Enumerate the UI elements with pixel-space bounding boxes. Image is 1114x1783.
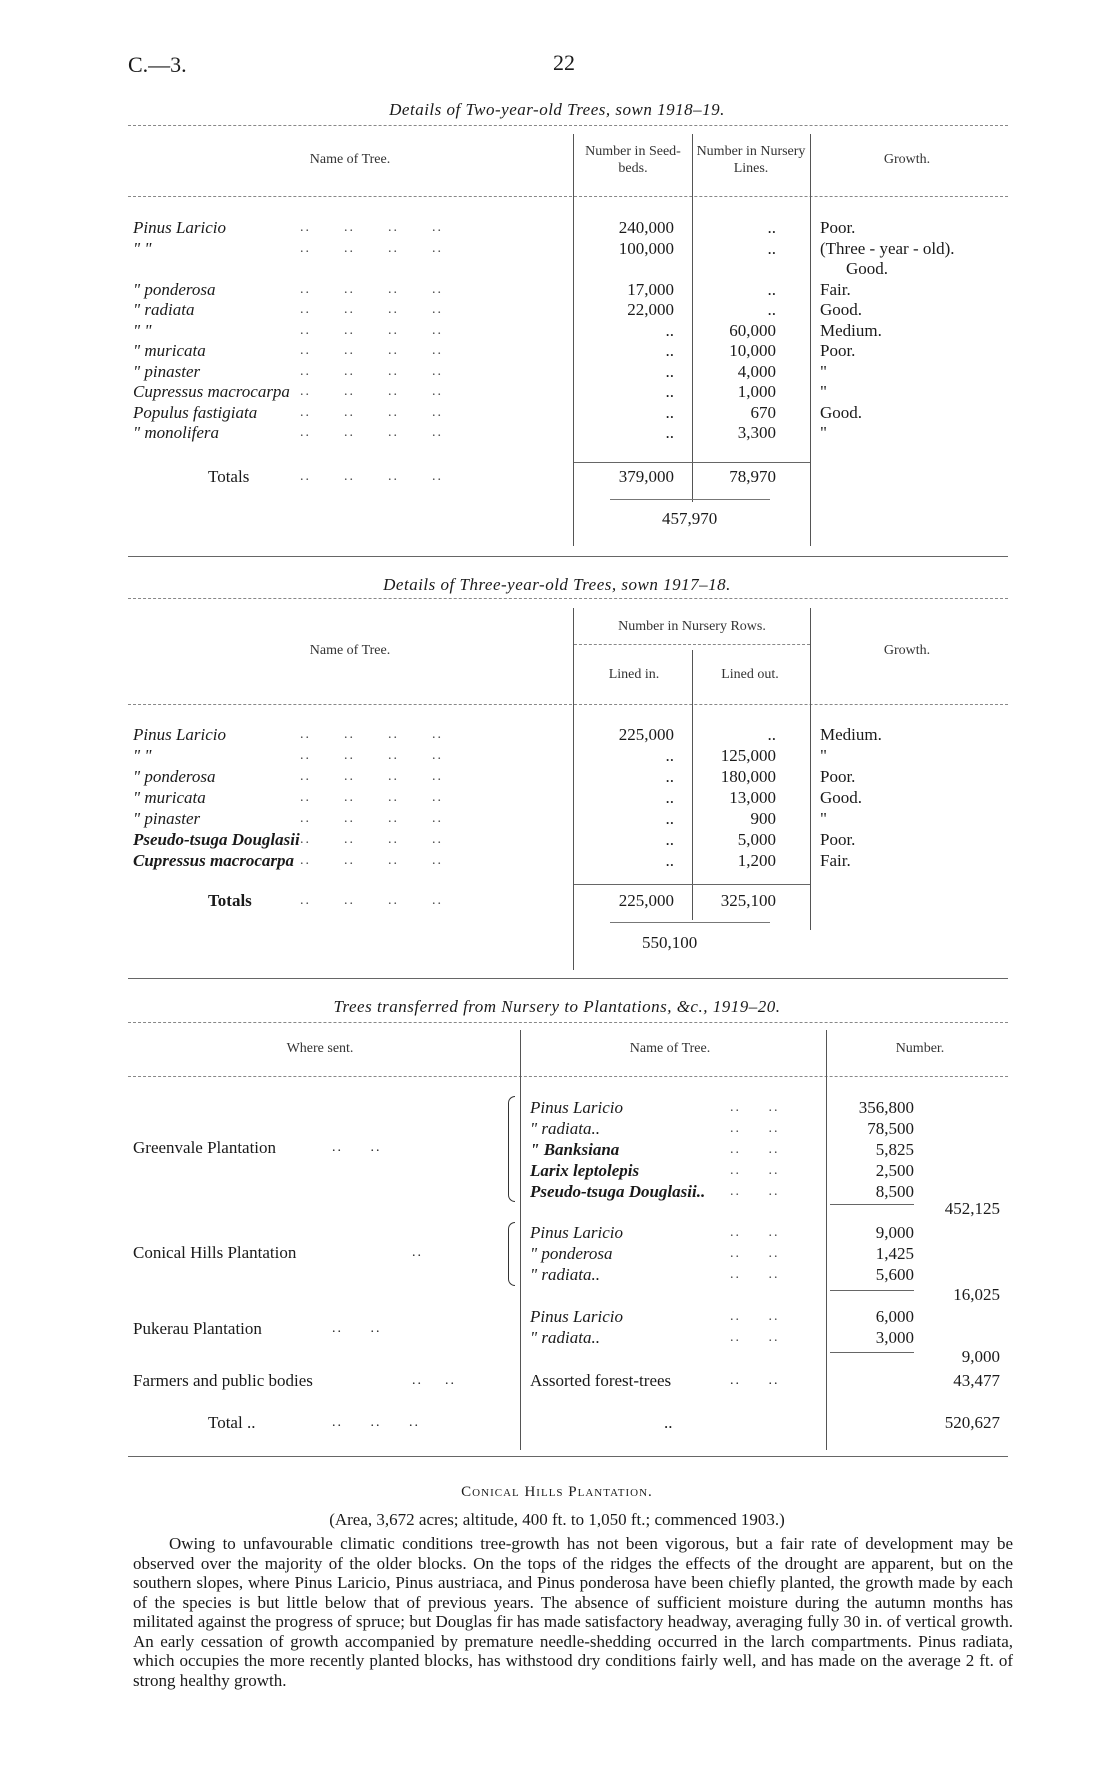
subtotal-conical-hills: 16,025 (953, 1285, 1000, 1304)
table-row (0, 361, 1114, 382)
lined-out-value: 5,000 (737, 830, 776, 849)
page-number: 22 (553, 50, 575, 75)
col-header-seed-beds: Number in Seed-beds. (585, 144, 681, 176)
leader-dots: .. .. (332, 1321, 382, 1336)
nursery-lines-value: 60,000 (729, 320, 776, 340)
table-row (0, 829, 1114, 850)
total-lined-out: 325,100 (720, 891, 776, 910)
report-code: C.—3. (128, 52, 187, 77)
growth-value: Poor. (820, 341, 856, 360)
number-value: 9,000 (875, 1223, 914, 1242)
leader-dots: .. .. .. .. (300, 853, 443, 868)
leader-dots: .. .. (730, 1121, 780, 1136)
total-nursery-lines: 78,970 (729, 467, 776, 486)
total-lined-in: 225,000 (618, 891, 674, 910)
growth-value: Medium. (820, 725, 882, 744)
table-row (0, 724, 1114, 745)
table-row (0, 1118, 1114, 1139)
table-row (0, 381, 1114, 402)
lined-in-value: .. (665, 788, 674, 807)
leader-dots: .. .. .. .. (300, 769, 443, 784)
table-row (0, 1327, 1114, 1348)
col-header-growth: Growth. (883, 152, 931, 167)
table-row (0, 320, 1114, 341)
lined-out-value: 125,000 (720, 746, 776, 765)
totals-label: Totals (208, 891, 252, 910)
lined-in-value: .. (665, 767, 674, 786)
nursery-lines-value: .. (767, 238, 776, 258)
tree-name: " radiata.. (530, 1119, 600, 1138)
leader-dots: .. .. .. .. (300, 302, 443, 317)
leader-dots: .. .. (730, 1330, 780, 1345)
table-row (0, 1097, 1114, 1118)
table-row (0, 238, 1114, 259)
leader-dots: .. .. (730, 1225, 780, 1240)
grand-total: 520,627 (944, 1413, 1000, 1432)
leader-dots: .. .. .. .. (300, 322, 443, 338)
tree-name: " " (133, 320, 152, 340)
tree-name: Larix leptolepis (530, 1161, 640, 1180)
totals-rule (574, 884, 810, 885)
table-row (0, 1264, 1114, 1285)
leader-dots: .. .. .. (332, 1415, 420, 1430)
header-rule (128, 1076, 1008, 1077)
nursery-lines-value: 4,000 (737, 361, 776, 381)
tree-name: Pinus Laricio (530, 1098, 624, 1117)
lined-in-value: 225,000 (618, 725, 674, 744)
nursery-lines-value: .. (767, 218, 776, 237)
growth-value: " (820, 746, 827, 765)
total-seed-beds: 379,000 (618, 467, 674, 486)
table-row (0, 422, 1114, 443)
col-header-nursery-rows: Number in Nursery Rows. (618, 619, 766, 634)
col-header-growth: Growth. (883, 643, 931, 658)
lined-in-value: .. (665, 830, 674, 849)
tree-name: Cupressus macrocarpa (133, 382, 290, 401)
leader-dots: .. .. .. .. (300, 281, 443, 297)
grand-total: 550,100 (642, 933, 698, 952)
tree-name: Populus fastigiata (133, 402, 258, 422)
leader-dots: .. .. (332, 1140, 382, 1155)
totals-row (0, 466, 1114, 487)
table-row (0, 299, 1114, 320)
table-bottom-rule (128, 1456, 1008, 1457)
leader-dots: .. .. .. .. (300, 343, 443, 358)
leader-dots: .. .. .. .. (300, 240, 443, 256)
growth-value: Poor. (820, 830, 856, 849)
table-title: Details of Two-year-old Trees, sown 1918–19. (389, 100, 725, 119)
totals-label: Totals (208, 467, 250, 486)
leader-dots: .. .. .. .. (300, 404, 443, 420)
tree-name: Pinus Laricio (530, 1223, 624, 1242)
seed-beds-value: 100,000 (618, 238, 674, 258)
table-row (0, 766, 1114, 787)
number-value: 3,000 (875, 1328, 914, 1347)
nursery-lines-value: 10,000 (729, 341, 776, 360)
leader-dots: .. .. .. .. (300, 384, 443, 399)
lined-in-value: .. (665, 851, 674, 870)
leader-dots: .. .. .. .. (300, 748, 443, 763)
leader-dots: .. .. (730, 1373, 780, 1388)
number-value: 356,800 (858, 1098, 914, 1117)
table-row (0, 217, 1114, 238)
leader-dots: .. .. (730, 1163, 780, 1178)
number-value: 6,000 (875, 1307, 914, 1326)
growth-value: (Three - year - old). (820, 238, 955, 258)
growth-value: Fair. (820, 851, 851, 870)
col-header-name: Name of Tree. (309, 643, 391, 658)
growth-value: Good. (820, 402, 863, 422)
tree-name: " radiata (133, 300, 195, 319)
table-bottom-rule (128, 978, 1008, 979)
table-row (0, 1306, 1114, 1327)
leader-dots: .. .. .. .. (300, 893, 443, 908)
where-sent-label: Pukerau Plantation (133, 1319, 262, 1338)
lined-out-value: .. (767, 725, 776, 744)
grand-total-row (0, 1412, 1114, 1433)
table-row (0, 1139, 1114, 1160)
section-paragraph: Owing to unfavourable climatic conditions tree-growth has not been vigorous, but a fair rate of development may be observed over the majority of the older blocks. On the tops of the ridges the effects of the drought are apparent, but on the southern slopes, where Pinus Laricio, Pinus austriaca, and Pinus ponderosa have been chiefly planted, the growth made by each of the species is but little below that of previous years. The absence of sufficient moisture during the autumn months has militated against the progress of spruce; but Douglas fir has made satisfactory headway, averaging fully 30 in. of vertical growth. An early cessation of growth accompanied by premature needle-shedding occurred in the larch compartments. Pinus radiata, which occupies the more recently planted blocks, has withstood dry conditions fairly well, and has made on the average 2 ft. of strong healthy growth. (133, 1534, 1013, 1690)
growth-value: Poor. (820, 767, 856, 786)
tree-name: Pinus Laricio (530, 1307, 624, 1326)
subtotal-greenvale: 452,125 (944, 1199, 1000, 1218)
growth-value: Good. (820, 300, 863, 319)
subheader-rule (574, 644, 810, 645)
section-subtitle: (Area, 3,672 acres; altitude, 400 ft. to 1,050 ft.; commenced 1903.) (329, 1510, 785, 1529)
tree-name: " pinaster (133, 361, 201, 381)
lined-out-value: 13,000 (729, 788, 776, 807)
leader-dots: .. .. .. .. (300, 790, 443, 805)
tree-name: " " (133, 746, 152, 765)
lined-in-value: .. (665, 746, 674, 765)
table-row (0, 787, 1114, 808)
leader-dots: .. .. .. .. (300, 220, 443, 235)
seed-beds-value: 17,000 (627, 279, 674, 299)
seed-beds-value: .. (665, 361, 674, 381)
tree-name: " " (133, 238, 152, 258)
grand-total-row (0, 932, 1114, 953)
subtotal-rule (830, 1352, 914, 1353)
table-row (0, 340, 1114, 361)
tree-name: " monolifera (133, 423, 219, 442)
bracket-rule (610, 499, 770, 500)
nursery-lines-value: 670 (750, 402, 776, 422)
leader-dots: .. .. (730, 1309, 780, 1324)
leader-dots: .. .. (412, 1373, 456, 1388)
tree-name: " radiata.. (530, 1328, 600, 1347)
header-rule (128, 704, 1008, 705)
tree-name: " Banksiana (530, 1140, 620, 1159)
where-sent-farmers (0, 1370, 1114, 1391)
growth-value: " (820, 423, 827, 442)
leader-dots: .. .. .. .. (300, 469, 443, 484)
subtotal-farmers: 43,477 (953, 1371, 1000, 1390)
growth-value: Good. (820, 788, 863, 807)
table-top-rule (128, 598, 1008, 599)
col-header-number: Number. (895, 1041, 945, 1056)
leader-dots: .. .. (730, 1184, 780, 1199)
leader-dots: .. .. .. .. (300, 811, 443, 826)
table-row (0, 850, 1114, 871)
table-top-rule (128, 1022, 1008, 1023)
table-row (0, 1160, 1114, 1181)
col-header-lined-in: Lined in. (608, 667, 660, 682)
growth-value: Poor. (820, 218, 856, 237)
growth-value: Fair. (820, 279, 851, 299)
lined-in-value: .. (665, 809, 674, 828)
tree-name: " ponderosa (133, 767, 216, 786)
table-title: Trees transferred from Nursery to Plantations, &c., 1919–20. (333, 997, 781, 1016)
tree-name: Pseudo-tsuga Douglasii.. (530, 1182, 706, 1201)
nursery-lines-value: .. (767, 279, 776, 299)
tree-name: " muricata (133, 788, 206, 807)
table-row (0, 745, 1114, 766)
table-row (0, 279, 1114, 300)
section-title: Conical Hills Plantation. (461, 1484, 653, 1500)
tree-name: " pinaster (133, 809, 201, 828)
subtotal-rule (830, 1290, 914, 1291)
tree-name: " radiata.. (530, 1265, 600, 1284)
growth-value: " (820, 382, 827, 401)
total-label: Total .. (208, 1413, 256, 1432)
table-bottom-rule (128, 556, 1008, 557)
leader-dots: .. .. .. .. (300, 425, 443, 440)
lined-out-value: 900 (750, 809, 776, 828)
growth-value: Medium. (820, 320, 882, 340)
leader-dots: .. .. .. .. (300, 727, 443, 742)
table-row (0, 1243, 1114, 1264)
tree-name: Pseudo-tsuga Douglasii (133, 830, 300, 849)
col-header-lined-out: Lined out. (721, 667, 779, 682)
leader-dots: .. (412, 1245, 423, 1260)
table-row (0, 808, 1114, 829)
grand-total: 457,970 (662, 509, 718, 528)
number-value: 2,500 (875, 1161, 914, 1180)
tree-name: Cupressus macrocarpa (133, 851, 295, 870)
where-sent-label: Farmers and public bodies (133, 1371, 313, 1390)
bracket-rule (610, 922, 770, 923)
tree-name: Pinus Laricio (133, 218, 227, 237)
seed-beds-value: .. (665, 402, 674, 422)
seed-beds-value: .. (665, 382, 674, 401)
leader-dots: .. .. (730, 1246, 780, 1261)
leader-dots: .. .. .. .. (300, 832, 443, 847)
totals-rule (574, 462, 810, 463)
leader-dots: .. .. (730, 1267, 780, 1282)
table-top-rule (128, 125, 1008, 126)
nursery-lines-value: 3,300 (737, 423, 776, 442)
leader-dots: .. .. (730, 1142, 780, 1157)
subtotal-pukerau: 9,000 (961, 1347, 1000, 1366)
table-row (0, 402, 1114, 423)
seed-beds-value: .. (665, 423, 674, 442)
col-header-name: Name of Tree. (629, 1041, 711, 1056)
subtotal-rule (830, 1204, 914, 1205)
nursery-lines-value: 1,000 (737, 382, 776, 401)
lined-out-value: 180,000 (720, 767, 776, 786)
seed-beds-value: 22,000 (627, 300, 674, 319)
col-header-nursery-lines: Number in Nursery Lines. (696, 144, 806, 176)
tree-name: Assorted forest-trees (530, 1371, 672, 1390)
seed-beds-value: .. (665, 320, 674, 340)
tree-name: Pinus Laricio (133, 725, 227, 744)
number-value: 5,600 (875, 1265, 914, 1284)
tree-name: " ponderosa (133, 279, 216, 299)
grand-total-row (0, 508, 1114, 529)
number-value: 1,425 (875, 1244, 914, 1263)
table-row (0, 1222, 1114, 1243)
leader-dots: .. .. (730, 1100, 780, 1115)
tree-name: " muricata (133, 341, 206, 360)
growth-value: " (820, 361, 827, 381)
number-value: 78,500 (867, 1119, 914, 1138)
lined-out-value: 1,200 (737, 851, 776, 870)
number-value: 8,500 (875, 1182, 914, 1201)
growth-value: " (820, 809, 827, 828)
seed-beds-value: 240,000 (618, 218, 674, 237)
leader-dots: .. .. .. .. (300, 363, 443, 379)
number-value: 5,825 (875, 1140, 914, 1159)
totals-row (0, 890, 1114, 911)
where-sent-label: Greenvale Plantation (133, 1138, 277, 1157)
where-sent-label: Conical Hills Plantation (133, 1243, 297, 1262)
col-header-where-sent: Where sent. (286, 1041, 354, 1056)
table-row (0, 258, 1114, 279)
header-rule (128, 196, 1008, 197)
growth-value: Good. (846, 259, 889, 278)
tree-name: " ponderosa (530, 1244, 613, 1263)
nursery-lines-value: .. (767, 300, 776, 319)
col-header-name: Name of Tree. (309, 152, 391, 167)
seed-beds-value: .. (665, 341, 674, 360)
total-mid-dots: .. (664, 1413, 673, 1432)
table-title: Details of Three-year-old Trees, sown 1917–18. (383, 575, 731, 594)
